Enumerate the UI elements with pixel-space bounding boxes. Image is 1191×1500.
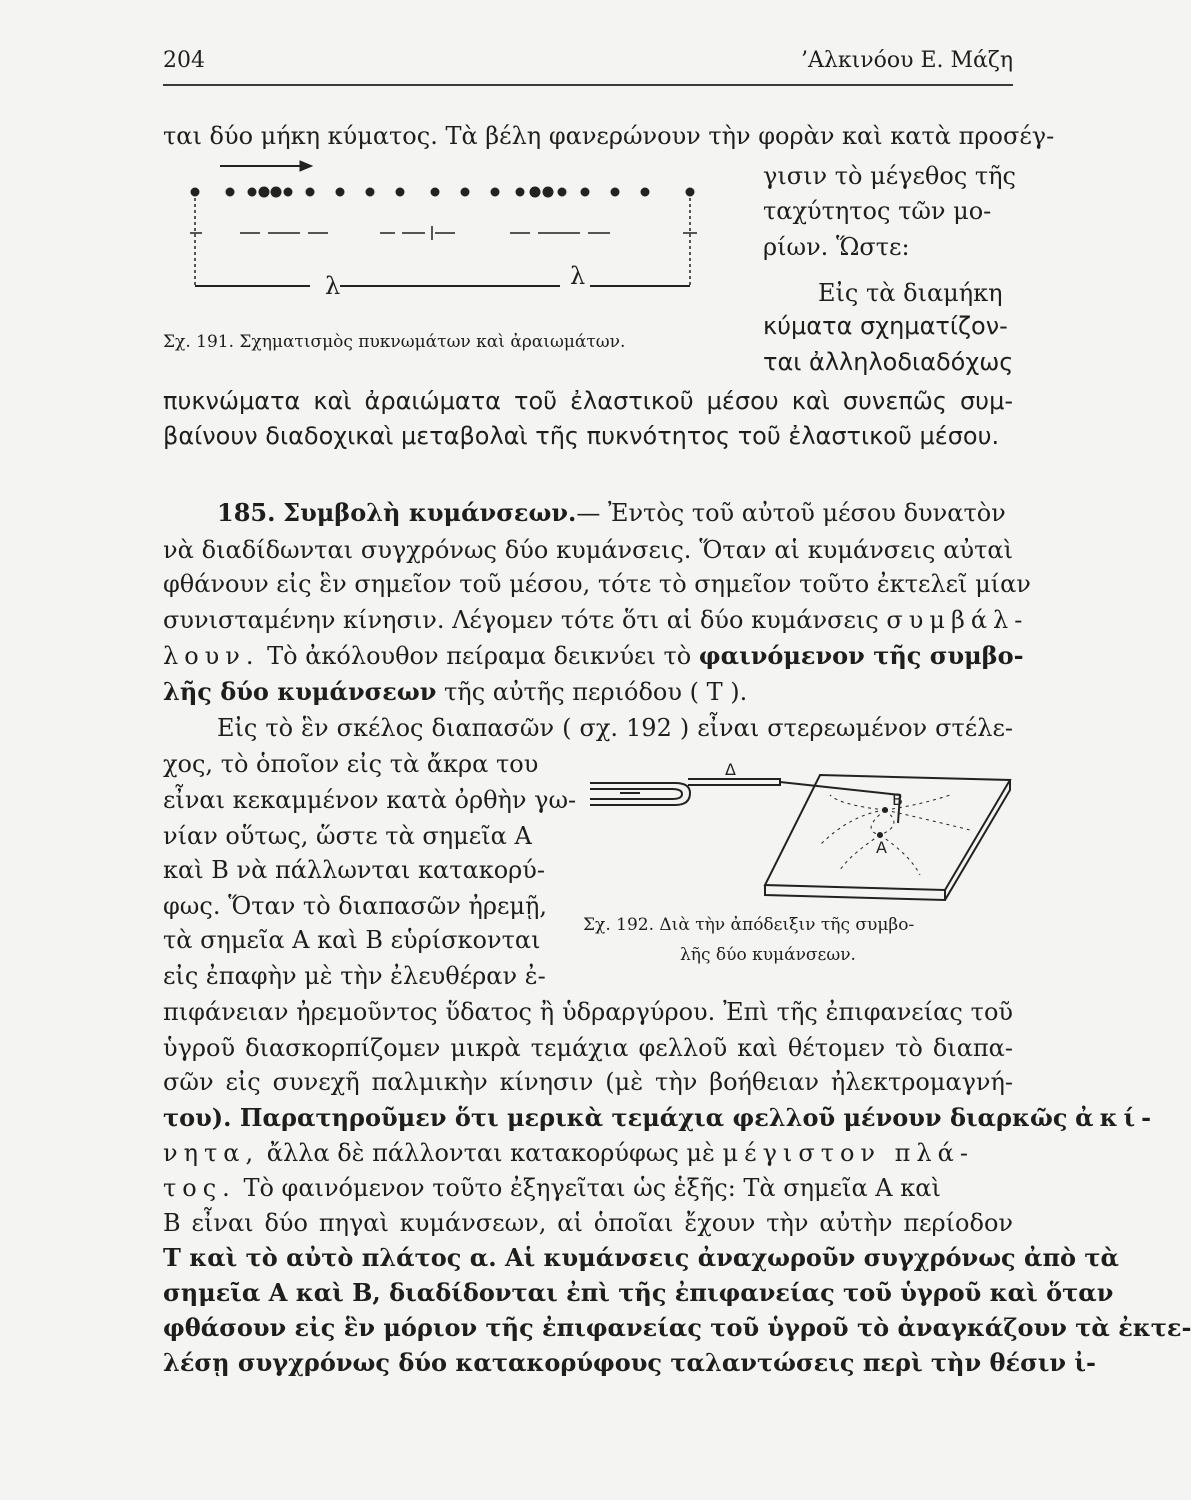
- lambda-label-1: λ: [325, 272, 341, 300]
- text-line: Τ καὶ τὸ αὐτὸ πλάτος α. Αἱ κυμάνσεις ἀναχωροῦν συγχρόνως ἀπὸ τὰ: [163, 1243, 1120, 1272]
- text-line: σῶν εἰς συνεχῆ παλμικὴν κίνησιν (μὲ τὴν βοήθειαν ἠλεκτρομαγνή-: [163, 1068, 1013, 1096]
- text-line: νίαν οὕτως, ὥστε τὰ σημεῖα Α: [163, 822, 532, 850]
- label-b: Β: [892, 790, 903, 809]
- text-line: εἰς ἐπαφὴν μὲ τὴν ἐλευθέραν ἐ-: [163, 962, 546, 990]
- text-line: λουν. Τὸ ἀκόλουθον πείραμα δεικνύει τὸ φαινόμενον τῆς συμβο-: [163, 641, 1024, 670]
- text-line: Β εἶναι δύο πηγαὶ κυμάνσεων, αἱ ὁποῖαι ἔχουν τὴν αὐτὴν περίοδον: [163, 1209, 1013, 1237]
- text-line: σημεῖα Α καὶ Β, διαδίδονται ἐπὶ τῆς ἐπιφανείας τοῦ ὑγροῦ καὶ ὅταν: [163, 1278, 1114, 1307]
- text-line: τὰ σημεῖα Α καὶ Β εὑρίσκονται: [163, 926, 541, 954]
- text-line: ται δύο μήκη κύματος. Τὰ βέλη φανερώνουν τὴν φορὰν καὶ κατὰ προσέγ-: [163, 122, 1055, 150]
- text-line: λέσῃ συγχρόνως δύο κατακορύφους ταλαντώσεις περὶ τὴν θέσιν ἰ-: [163, 1348, 1096, 1377]
- text-line: νητα, ἄλλα δὲ πάλλονται κατακορύφως μὲ μέγιστον πλά-: [163, 1139, 974, 1167]
- text-line: του). Παρατηροῦμεν ὅτι μερικὰ τεμάχια φελλοῦ μένουν διαρκῶς ἀκί-: [163, 1103, 1158, 1132]
- text-line: τος. Τὸ φαινόμενον τοῦτο ἐξηγεῖται ὡς ἑξῆς: Τὰ σημεῖα Α καὶ: [163, 1174, 941, 1202]
- text-line: καὶ Β νὰ πάλλωνται κατακορύ-: [163, 856, 545, 884]
- section-number: 185.: [217, 498, 276, 527]
- section-title: Συμβολὴ κυμάνσεων.: [283, 498, 577, 527]
- text-line: πυκνώματα καὶ ἀραιώματα τοῦ ἐλαστικοῦ μέσου καὶ συνεπῶς συμ-: [163, 387, 1013, 415]
- text-line: συνισταμένην κίνησιν. Λέγομεν τότε ὅτι αἱ δύο κυμάνσεις συμβάλ-: [163, 606, 1029, 634]
- lambda-label-2: λ: [570, 262, 586, 290]
- section-heading-line: 185. Συμβολὴ κυμάνσεων.— Ἐντὸς τοῦ αὐτοῦ μέσου δυνατὸν: [217, 498, 1006, 527]
- text-line: ται ἀλληλοδιαδόχως: [763, 348, 1014, 376]
- figure-192-caption-cont: λῆς δύο κυμάνσεων.: [680, 945, 856, 965]
- text-line: ταχύτητος τῶν μο-: [763, 197, 992, 225]
- text-line: λῆς δύο κυμάνσεων τῆς αὐτῆς περιόδου ( Τ ).: [163, 677, 748, 706]
- figure-192-diagram: [580, 755, 1020, 905]
- text-line: πιφάνειαν ἠρεμοῦντος ὕδατος ἢ ὑδραργύρου. Ἐπὶ τῆς ἐπιφανείας τοῦ: [163, 998, 1013, 1026]
- page-header: [163, 40, 1013, 86]
- text-line: νὰ διαδίδωνται συγχρόνως δύο κυμάνσεις. Ὅταν αἱ κυμάνσεις αὐταὶ: [163, 536, 1013, 564]
- text-line: κύματα σχηματίζον-: [763, 312, 1008, 340]
- figure-192-caption: Σχ. 192. Διὰ τὴν ἀπόδειξιν τῆς συμβο-: [583, 915, 915, 935]
- figure-191-caption: Σχ. 191. Σχηματισμὸς πυκνωμάτων καὶ ἀραιωμάτων.: [163, 332, 626, 352]
- running-head: ’Αλκινόου Ε. Μάζη: [801, 48, 1013, 73]
- text-line: Εἰς τὸ ἓν σκέλος διαπασῶν ( σχ. 192 ) εἶναι στερεωμένον στέλε-: [217, 714, 1013, 742]
- text-line: χος, τὸ ὁποῖον εἰς τὰ ἄκρα του: [163, 750, 539, 778]
- label-delta: Δ: [725, 760, 736, 779]
- label-a: Α: [876, 838, 887, 857]
- page-number: 204: [163, 48, 205, 73]
- text-line: φθάνουν εἰς ἓν σημεῖον τοῦ μέσου, τότε τὸ σημεῖον τοῦτο ἐκτελεῖ μίαν: [163, 570, 1031, 598]
- text-line: φθάσουν εἰς ἓν μόριον τῆς ἐπιφανείας τοῦ ὑγροῦ τὸ ἀναγκάζουν τὰ ἐκτε-: [163, 1313, 1191, 1342]
- text-line: ὑγροῦ διασκορπίζομεν μικρὰ τεμάχια φελλοῦ καὶ θέτομεν τὸ διαπα-: [163, 1034, 1013, 1062]
- text-line: Εἰς τὰ διαμήκη: [818, 279, 1003, 307]
- figure-191-diagram: [190, 158, 720, 298]
- text-line: φως. Ὅταν τὸ διαπασῶν ἠρεμῇ,: [163, 892, 548, 920]
- text-line: εἶναι κεκαμμένον κατὰ ὀρθὴν γω-: [163, 786, 577, 814]
- text-line: γισιν τὸ μέγεθος τῆς: [763, 162, 1016, 190]
- text-line: βαίνουν διαδοχικαὶ μεταβολαὶ τῆς πυκνότητος τοῦ ἐλαστικοῦ μέσου.: [163, 422, 1000, 450]
- text-line: ρίων. Ὥστε:: [763, 233, 910, 261]
